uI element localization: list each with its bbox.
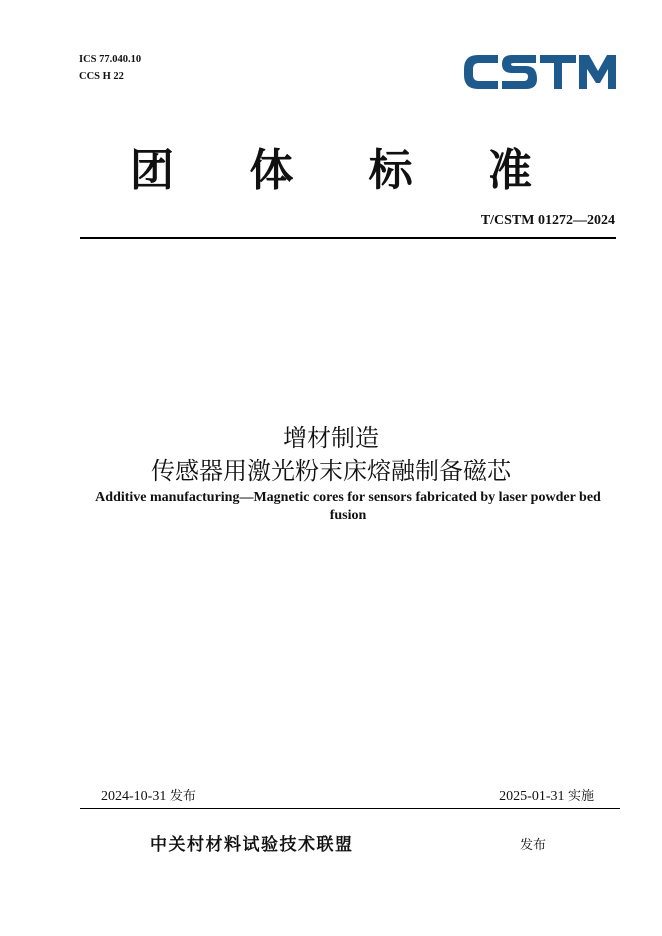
implement-date-block [499,785,594,805]
issue-date-block [101,785,196,805]
document-type: 团 体 标 准 [130,145,562,196]
title-cn-line1: 增材制造 [283,424,379,452]
classification-codes [79,51,141,85]
implement-date: 2025-01-31 [499,789,565,804]
top-divider [80,237,616,239]
bottom-divider [80,808,620,809]
cstm-logo [460,47,620,97]
publish-label: 发布 [520,838,547,853]
ccs-code: CCS H 22 [79,71,124,82]
implement-label: 实施 [567,789,594,804]
standard-number: T/CSTM 01272—2024 [480,213,615,228]
ics-code: ICS 77.040.10 [79,54,142,65]
issue-label: 发布 [169,789,196,804]
issue-date: 2024-10-31 [101,789,167,804]
title-cn-line2: 传感器用激光粉末床熔融制备磁芯 [151,457,511,485]
issuing-organization: 中关村材料试验技术联盟 [150,835,354,855]
title-en: Additive manufacturing—Magnetic cores for sensors fabricated by laser powder bed fusion [95,490,601,523]
